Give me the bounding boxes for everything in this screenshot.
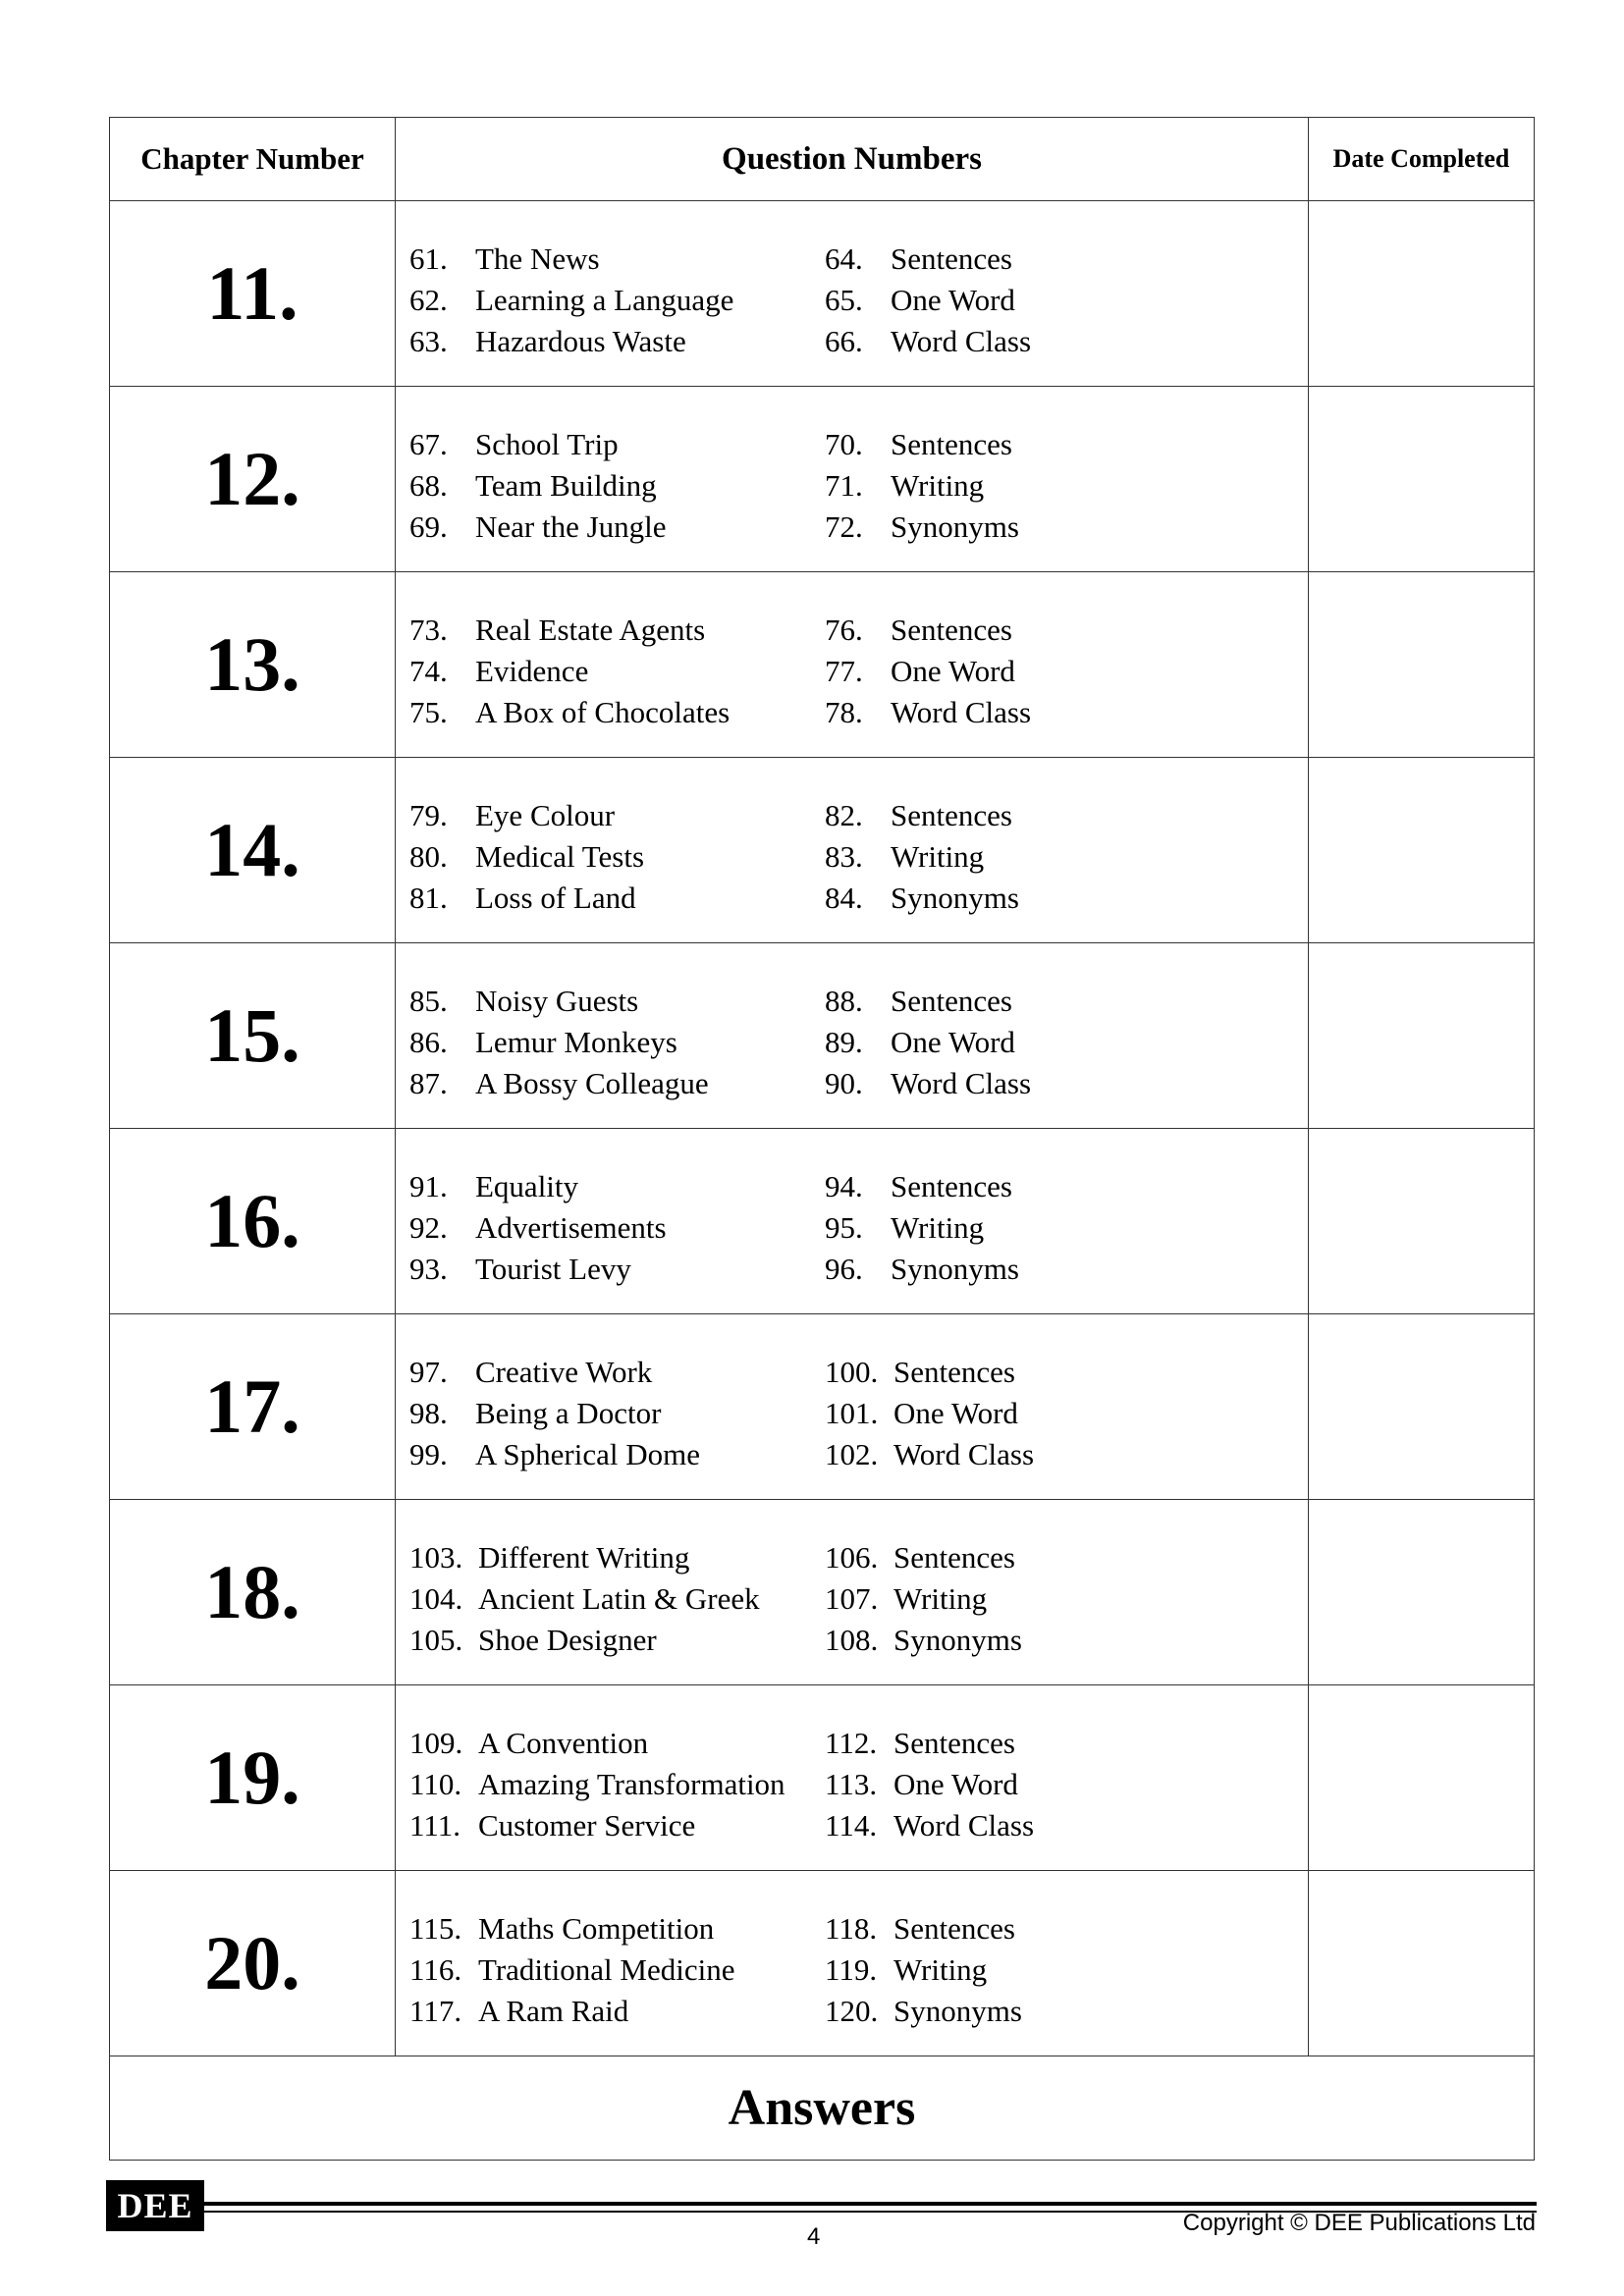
question-title: Synonyms	[891, 1252, 1019, 1286]
table-row	[110, 201, 1534, 387]
list-item	[825, 795, 1019, 836]
list-item	[825, 1249, 1019, 1290]
list-item	[825, 651, 1031, 692]
list-item	[825, 878, 1019, 919]
list-item	[825, 1991, 1022, 2032]
list-item	[825, 836, 1019, 878]
question-title: Word Class	[891, 1066, 1032, 1100]
list-item	[409, 651, 730, 692]
question-title: One Word	[891, 654, 1015, 688]
list-item	[409, 1764, 785, 1805]
question-number: 120.	[825, 1994, 879, 2028]
question-title: Ancient Latin & Greek	[478, 1581, 760, 1616]
list-item	[409, 1434, 700, 1475]
question-number: 73.	[409, 613, 448, 647]
question-number: 118.	[825, 1911, 878, 1946]
chapter-number: 15.	[204, 992, 300, 1078]
question-numbers-cell	[396, 1129, 1309, 1313]
question-title: Traditional Medicine	[478, 1952, 735, 1987]
question-title: Sentences	[891, 613, 1012, 647]
chapter-number-cell	[110, 387, 396, 571]
question-number: 62.	[409, 283, 448, 317]
chapter-number: 17.	[204, 1363, 300, 1449]
question-title: Team Building	[475, 468, 657, 503]
list-item	[409, 1207, 667, 1249]
question-title: Sentences	[893, 1355, 1015, 1389]
question-number: 96.	[825, 1252, 863, 1286]
list-item	[825, 1166, 1019, 1207]
question-title: Word Class	[891, 324, 1032, 358]
list-item	[825, 465, 1019, 507]
list-item	[825, 280, 1031, 321]
question-title: Lemur Monkeys	[475, 1025, 677, 1059]
chapter-number: 11.	[206, 250, 298, 336]
list-item	[825, 424, 1019, 465]
list-item	[825, 1578, 1022, 1620]
list-item	[409, 878, 644, 919]
chapter-number: 14.	[204, 807, 300, 892]
question-number: 115.	[409, 1911, 462, 1946]
question-title: Real Estate Agents	[475, 613, 706, 647]
question-title: Near the Jungle	[475, 509, 667, 544]
list-item	[409, 465, 667, 507]
list-item	[825, 1764, 1034, 1805]
chapter-number-cell	[110, 201, 396, 386]
question-title: Hazardous Waste	[475, 324, 686, 358]
list-item	[409, 1620, 760, 1661]
question-title: Writing	[891, 839, 985, 874]
question-list-right	[825, 1723, 1034, 1846]
question-number: 67.	[409, 427, 448, 461]
table-row	[110, 1871, 1534, 2056]
chapter-number: 20.	[204, 1920, 300, 2005]
date-completed-cell[interactable]	[1309, 1685, 1534, 1870]
question-title: Sentences	[891, 427, 1012, 461]
list-item	[825, 1434, 1034, 1475]
question-number: 89.	[825, 1025, 863, 1059]
header-date-completed: Date Completed	[1332, 144, 1510, 173]
question-number: 85.	[409, 984, 448, 1018]
question-number: 99.	[409, 1437, 448, 1471]
list-item	[825, 1393, 1034, 1434]
question-number: 101.	[825, 1396, 879, 1430]
question-number: 97.	[409, 1355, 448, 1389]
chapter-number: 12.	[204, 436, 300, 521]
question-number: 111.	[409, 1808, 460, 1842]
question-number: 75.	[409, 695, 448, 729]
question-number: 72.	[825, 509, 863, 544]
question-numbers-cell	[396, 758, 1309, 942]
footer-rule	[204, 2202, 1537, 2206]
question-title: Maths Competition	[478, 1911, 715, 1946]
list-item	[825, 1805, 1034, 1846]
list-item	[825, 321, 1031, 362]
question-number: 71.	[825, 468, 863, 503]
question-title: The News	[475, 241, 600, 276]
question-number: 66.	[825, 324, 863, 358]
list-item	[409, 1249, 667, 1290]
list-item	[825, 692, 1031, 733]
question-list-left	[409, 795, 644, 919]
question-list-right	[825, 610, 1031, 733]
question-number: 63.	[409, 324, 448, 358]
table-row	[110, 1129, 1534, 1314]
question-title: Tourist Levy	[475, 1252, 631, 1286]
question-number: 61.	[409, 241, 448, 276]
question-list-right	[825, 1166, 1019, 1290]
question-number: 107.	[825, 1581, 879, 1616]
chapter-rows	[110, 201, 1534, 2056]
chapter-number: 13.	[204, 621, 300, 707]
question-number: 87.	[409, 1066, 448, 1100]
list-item	[409, 1949, 734, 1991]
question-title: Noisy Guests	[475, 984, 639, 1018]
question-number: 83.	[825, 839, 863, 874]
answers-row	[110, 2056, 1534, 2160]
list-item	[409, 836, 644, 878]
date-completed-cell[interactable]	[1309, 201, 1534, 386]
list-item	[409, 1352, 700, 1393]
list-item	[825, 1022, 1031, 1063]
date-completed-cell[interactable]	[1309, 1314, 1534, 1499]
question-title: Evidence	[475, 654, 589, 688]
question-title: Sentences	[893, 1540, 1015, 1575]
question-title: Sentences	[891, 1169, 1012, 1203]
question-number: 100.	[825, 1355, 879, 1389]
question-title: Sentences	[893, 1911, 1015, 1946]
list-item	[825, 507, 1019, 548]
page-number: 4	[807, 2223, 821, 2250]
question-title: Writing	[893, 1952, 988, 1987]
answers-label: Answers	[728, 2080, 916, 2136]
table-row	[110, 943, 1534, 1129]
question-list-left	[409, 424, 667, 548]
question-title: School Trip	[475, 427, 619, 461]
question-title: Word Class	[891, 695, 1032, 729]
question-list-left	[409, 610, 730, 733]
list-item	[825, 1063, 1031, 1104]
question-list-left	[409, 1723, 785, 1846]
contents-table	[109, 117, 1535, 2161]
question-number: 112.	[825, 1726, 878, 1760]
question-title: A Convention	[478, 1726, 649, 1760]
question-number: 81.	[409, 881, 448, 915]
list-item	[409, 1908, 734, 1949]
question-title: Synonyms	[893, 1994, 1022, 2028]
chapter-number: 16.	[204, 1178, 300, 1263]
question-list-left	[409, 1166, 667, 1290]
question-number: 95.	[825, 1210, 863, 1245]
question-title: Writing	[893, 1581, 988, 1616]
question-number: 92.	[409, 1210, 448, 1245]
chapter-number-cell	[110, 572, 396, 757]
question-number: 69.	[409, 509, 448, 544]
question-title: Shoe Designer	[478, 1623, 657, 1657]
question-number: 76.	[825, 613, 863, 647]
question-list-right	[825, 981, 1031, 1104]
list-item	[409, 1022, 709, 1063]
question-number: 68.	[409, 468, 448, 503]
question-number: 117.	[409, 1994, 462, 2028]
question-title: Synonyms	[891, 509, 1019, 544]
question-title: A Spherical Dome	[475, 1437, 701, 1471]
question-number: 110.	[409, 1767, 462, 1801]
question-numbers-cell	[396, 201, 1309, 386]
list-item	[409, 610, 730, 651]
question-number: 106.	[825, 1540, 879, 1575]
question-title: Sentences	[891, 798, 1012, 832]
date-completed-cell[interactable]	[1309, 943, 1534, 1128]
list-item	[409, 1537, 760, 1578]
question-title: Advertisements	[475, 1210, 667, 1245]
list-item	[409, 1166, 667, 1207]
question-title: Loss of Land	[475, 881, 636, 915]
question-number: 108.	[825, 1623, 879, 1657]
table-row	[110, 572, 1534, 758]
header-question-numbers: Question Numbers	[396, 118, 1309, 200]
question-number: 104.	[409, 1581, 463, 1616]
question-title: Word Class	[893, 1437, 1035, 1471]
question-number: 114.	[825, 1808, 878, 1842]
question-title: A Bossy Colleague	[475, 1066, 709, 1100]
table-header	[110, 118, 1534, 201]
list-item	[409, 507, 667, 548]
table-row	[110, 1500, 1534, 1685]
date-completed-cell[interactable]	[1309, 387, 1534, 571]
chapter-number: 19.	[204, 1735, 300, 1820]
date-completed-cell[interactable]	[1309, 572, 1534, 757]
table-row	[110, 1314, 1534, 1500]
list-item	[409, 1805, 785, 1846]
question-number: 105.	[409, 1623, 463, 1657]
chapter-number: 18.	[204, 1549, 300, 1634]
table-row	[110, 1685, 1534, 1871]
list-item	[409, 1723, 785, 1764]
list-item	[825, 1723, 1034, 1764]
question-number: 77.	[825, 654, 863, 688]
question-number: 91.	[409, 1169, 448, 1203]
chapter-number-cell	[110, 1871, 396, 2056]
list-item	[409, 795, 644, 836]
list-item	[825, 1908, 1022, 1949]
question-number: 65.	[825, 283, 863, 317]
question-list-right	[825, 424, 1019, 548]
date-completed-cell[interactable]	[1309, 1129, 1534, 1313]
header-chapter-number: Chapter Number	[110, 118, 396, 200]
question-number: 93.	[409, 1252, 448, 1286]
question-numbers-cell	[396, 1314, 1309, 1499]
question-number: 64.	[825, 241, 863, 276]
question-title: Synonyms	[893, 1623, 1022, 1657]
question-numbers-cell	[396, 1871, 1309, 2056]
question-title: Sentences	[893, 1726, 1015, 1760]
question-list-right	[825, 1537, 1022, 1661]
list-item	[409, 239, 733, 280]
question-list-left	[409, 1908, 734, 2032]
list-item	[409, 424, 667, 465]
list-item	[409, 1991, 734, 2032]
question-number: 116.	[409, 1952, 462, 1987]
question-numbers-cell	[396, 387, 1309, 571]
question-number: 84.	[825, 881, 863, 915]
question-title: Writing	[891, 1210, 985, 1245]
question-title: Sentences	[891, 984, 1012, 1018]
date-completed-cell[interactable]	[1309, 1871, 1534, 2056]
question-title: One Word	[891, 283, 1015, 317]
question-list-right	[825, 795, 1019, 919]
question-number: 94.	[825, 1169, 863, 1203]
question-number: 74.	[409, 654, 448, 688]
table-row	[110, 758, 1534, 943]
chapter-number-cell	[110, 1685, 396, 1870]
question-title: Different Writing	[478, 1540, 690, 1575]
list-item	[825, 1207, 1019, 1249]
question-number: 70.	[825, 427, 863, 461]
question-list-right	[825, 1908, 1022, 2032]
list-item	[409, 1063, 709, 1104]
question-title: Being a Doctor	[475, 1396, 662, 1430]
question-title: Writing	[891, 468, 985, 503]
list-item	[409, 692, 730, 733]
question-numbers-cell	[396, 943, 1309, 1128]
list-item	[825, 239, 1031, 280]
question-number: 119.	[825, 1952, 878, 1987]
question-title: Amazing Transformation	[478, 1767, 785, 1801]
dee-logo: DEE	[106, 2180, 204, 2231]
list-item	[825, 610, 1031, 651]
question-number: 103.	[409, 1540, 463, 1575]
chapter-number-cell	[110, 758, 396, 942]
question-number: 113.	[825, 1767, 878, 1801]
list-item	[825, 1949, 1022, 1991]
question-numbers-cell	[396, 1685, 1309, 1870]
table-row	[110, 387, 1534, 572]
question-number: 80.	[409, 839, 448, 874]
question-number: 86.	[409, 1025, 448, 1059]
list-item	[825, 1537, 1022, 1578]
question-list-right	[825, 1352, 1034, 1475]
chapter-number-cell	[110, 943, 396, 1128]
list-item	[825, 981, 1031, 1022]
question-number: 102.	[825, 1437, 879, 1471]
list-item	[409, 1393, 700, 1434]
question-title: Sentences	[891, 241, 1012, 276]
question-title: Customer Service	[478, 1808, 696, 1842]
list-item	[825, 1620, 1022, 1661]
question-number: 88.	[825, 984, 863, 1018]
question-number: 82.	[825, 798, 863, 832]
question-number: 79.	[409, 798, 448, 832]
copyright-text: Copyright © DEE Publications Ltd	[1182, 2210, 1536, 2236]
date-completed-cell[interactable]	[1309, 1500, 1534, 1684]
question-number: 109.	[409, 1726, 463, 1760]
question-title: Synonyms	[891, 881, 1019, 915]
question-number: 78.	[825, 695, 863, 729]
question-title: Medical Tests	[475, 839, 645, 874]
question-numbers-cell	[396, 1500, 1309, 1684]
question-title: Word Class	[893, 1808, 1035, 1842]
list-item	[409, 321, 733, 362]
question-title: One Word	[893, 1396, 1018, 1430]
question-title: One Word	[891, 1025, 1015, 1059]
question-title: A Ram Raid	[478, 1994, 629, 2028]
question-list-left	[409, 239, 733, 362]
question-title: Creative Work	[475, 1355, 653, 1389]
list-item	[409, 1578, 760, 1620]
question-title: Eye Colour	[475, 798, 616, 832]
question-title: A Box of Chocolates	[475, 695, 731, 729]
chapter-number-cell	[110, 1129, 396, 1313]
list-item	[825, 1352, 1034, 1393]
chapter-number-cell	[110, 1314, 396, 1499]
question-list-left	[409, 1352, 700, 1475]
question-number: 98.	[409, 1396, 448, 1430]
question-title: Equality	[475, 1169, 579, 1203]
list-item	[409, 981, 709, 1022]
question-number: 90.	[825, 1066, 863, 1100]
question-list-right	[825, 239, 1031, 362]
question-title: Learning a Language	[475, 283, 734, 317]
list-item	[409, 280, 733, 321]
date-completed-cell[interactable]	[1309, 758, 1534, 942]
question-title: One Word	[893, 1767, 1018, 1801]
question-list-left	[409, 981, 709, 1104]
question-numbers-cell	[396, 572, 1309, 757]
chapter-number-cell	[110, 1500, 396, 1684]
question-list-left	[409, 1537, 760, 1661]
